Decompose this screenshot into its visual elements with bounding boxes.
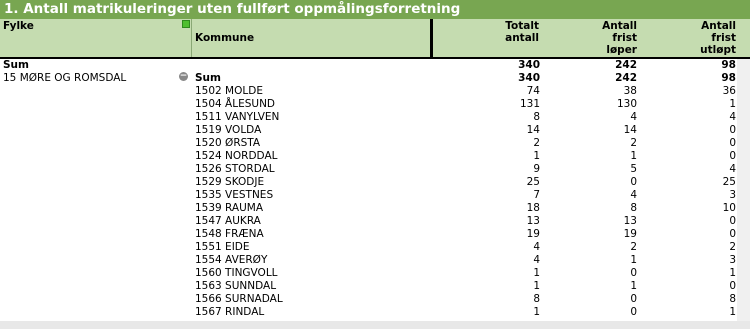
table-row <box>0 85 750 98</box>
utlopt-cell: 1 <box>729 306 736 318</box>
kommune-cell[interactable]: 1535 VESTNES <box>195 189 274 201</box>
kommune-cell[interactable]: 1560 TINGVOLL <box>195 267 278 279</box>
utlopt-cell: 10 <box>722 202 736 214</box>
collapse-icon[interactable]: − <box>179 71 188 81</box>
totalt-cell: 1 <box>533 306 540 318</box>
totalt-cell: 18 <box>526 202 540 214</box>
grand-total-loper: 242 <box>615 59 637 71</box>
column-header-fylke[interactable] <box>0 19 192 57</box>
totalt-cell: 4 <box>533 254 540 266</box>
loper-cell: 0 <box>630 267 637 279</box>
utlopt-cell: 4 <box>729 163 736 175</box>
kommune-header-label: Kommune <box>195 32 255 44</box>
loper-cell: 0 <box>630 306 637 318</box>
totalt-cell: 131 <box>519 98 540 110</box>
loper-cell: 38 <box>623 85 637 97</box>
loper-cell: 0 <box>630 293 637 305</box>
loper-cell: 13 <box>623 215 637 227</box>
loper-cell: 5 <box>630 163 637 175</box>
totalt-cell: 2 <box>533 137 540 149</box>
fylke-sum-label: Sum <box>195 72 221 84</box>
kommune-cell[interactable]: 1526 STORDAL <box>195 163 275 175</box>
header-line: antall <box>505 32 539 44</box>
column-header-kommune[interactable] <box>192 19 433 57</box>
kommune-cell[interactable]: 1567 RINDAL <box>195 306 265 318</box>
grand-total-label: Sum <box>3 59 29 71</box>
kommune-cell[interactable]: 1548 FRÆNA <box>195 228 264 240</box>
kommune-cell[interactable]: 1504 ÅLESUND <box>195 98 276 110</box>
loper-cell: 0 <box>630 176 637 188</box>
kommune-cell[interactable]: 1520 ØRSTA <box>195 137 261 149</box>
header-line: løper <box>606 44 637 56</box>
utlopt-cell: 2 <box>729 241 736 253</box>
table-row <box>0 202 750 215</box>
report-title: 1. Antall matrikuleringer uten fullført oppmålingsforretning <box>0 0 750 19</box>
table-row <box>0 111 750 124</box>
utlopt-cell: 0 <box>729 228 736 240</box>
table-row <box>0 293 750 306</box>
loper-cell: 8 <box>630 202 637 214</box>
kommune-cell[interactable]: 1566 SURNADAL <box>195 293 283 305</box>
loper-cell: 1 <box>630 150 637 162</box>
loper-cell: 1 <box>630 280 637 292</box>
totalt-cell: 74 <box>526 85 540 97</box>
fylke-sum-loper: 242 <box>615 72 637 84</box>
header-line: Antall <box>701 20 736 32</box>
kommune-cell[interactable]: 1524 NORDDAL <box>195 150 278 162</box>
table-row <box>0 163 750 176</box>
utlopt-cell: 1 <box>729 267 736 279</box>
totalt-cell: 14 <box>526 124 540 136</box>
table-row <box>0 98 750 111</box>
header-line: frist <box>711 32 736 44</box>
loper-cell: 1 <box>630 254 637 266</box>
utlopt-cell: 36 <box>722 85 736 97</box>
grand-total-utlopt: 98 <box>721 59 736 71</box>
table-header <box>0 19 750 57</box>
grand-total-totalt: 340 <box>518 59 540 71</box>
table-row <box>0 306 750 319</box>
kommune-cell[interactable]: 1519 VOLDA <box>195 124 262 136</box>
totalt-cell: 1 <box>533 150 540 162</box>
totalt-cell: 4 <box>533 241 540 253</box>
column-header-frist-utlopt[interactable] <box>640 19 736 57</box>
fylke-sum-utlopt: 98 <box>721 72 736 84</box>
utlopt-cell: 3 <box>729 254 736 266</box>
totalt-cell: 1 <box>533 280 540 292</box>
table-row <box>0 137 750 150</box>
kommune-cell[interactable]: 1529 SKODJE <box>195 176 265 188</box>
totalt-cell: 8 <box>533 111 540 123</box>
loper-cell: 4 <box>630 111 637 123</box>
kommune-cell[interactable]: 1547 AUKRA <box>195 215 261 227</box>
utlopt-cell: 0 <box>729 280 736 292</box>
loper-cell: 2 <box>630 241 637 253</box>
totalt-cell: 8 <box>533 293 540 305</box>
kommune-cell[interactable]: 1539 RAUMA <box>195 202 264 214</box>
header-line: frist <box>612 32 637 44</box>
table-row <box>0 150 750 163</box>
totalt-cell: 1 <box>533 267 540 279</box>
utlopt-cell: 0 <box>729 137 736 149</box>
loper-cell: 4 <box>630 189 637 201</box>
vertical-scrollbar[interactable] <box>737 59 750 321</box>
header-line: utløpt <box>700 44 736 56</box>
utlopt-cell: 1 <box>729 98 736 110</box>
fylke-label[interactable]: 15 MØRE OG ROMSDAL <box>3 72 127 84</box>
utlopt-cell: 25 <box>722 176 736 188</box>
kommune-cell[interactable]: 1511 VANYLVEN <box>195 111 280 123</box>
utlopt-cell: 4 <box>729 111 736 123</box>
horizontal-scrollbar[interactable] <box>0 321 750 329</box>
table-row <box>0 280 750 293</box>
totalt-cell: 25 <box>526 176 540 188</box>
totalt-cell: 13 <box>526 215 540 227</box>
header-line: Antall <box>602 20 637 32</box>
utlopt-cell: 3 <box>729 189 736 201</box>
table-row <box>0 215 750 228</box>
table-row <box>0 228 750 241</box>
kommune-cell[interactable]: 1554 AVERØY <box>195 254 268 266</box>
table-row <box>0 267 750 280</box>
table-row <box>0 176 750 189</box>
table-row <box>0 189 750 202</box>
loper-cell: 19 <box>623 228 637 240</box>
table-row <box>0 124 750 137</box>
totalt-cell: 19 <box>526 228 540 240</box>
utlopt-cell: 0 <box>729 150 736 162</box>
table-row <box>0 241 750 254</box>
loper-cell: 14 <box>623 124 637 136</box>
header-line: Totalt <box>505 20 539 32</box>
totalt-cell: 7 <box>533 189 540 201</box>
kommune-cell[interactable]: 1502 MOLDE <box>195 85 263 97</box>
column-header-frist-loper[interactable] <box>540 19 640 57</box>
expand-dimension-icon[interactable] <box>182 20 190 28</box>
totalt-cell: 9 <box>533 163 540 175</box>
kommune-cell[interactable]: 1563 SUNNDAL <box>195 280 277 292</box>
kommune-cell[interactable]: 1551 EIDE <box>195 241 250 253</box>
utlopt-cell: 0 <box>729 124 736 136</box>
loper-cell: 2 <box>630 137 637 149</box>
fylke-sum-row <box>0 72 750 85</box>
utlopt-cell: 8 <box>729 293 736 305</box>
fylke-header-label: Fylke <box>3 20 34 32</box>
fylke-sum-totalt: 340 <box>518 72 540 84</box>
loper-cell: 130 <box>616 98 637 110</box>
grand-total-row <box>0 59 750 72</box>
column-header-totalt-antall[interactable] <box>436 19 540 57</box>
utlopt-cell: 0 <box>729 215 736 227</box>
table-row <box>0 254 750 267</box>
